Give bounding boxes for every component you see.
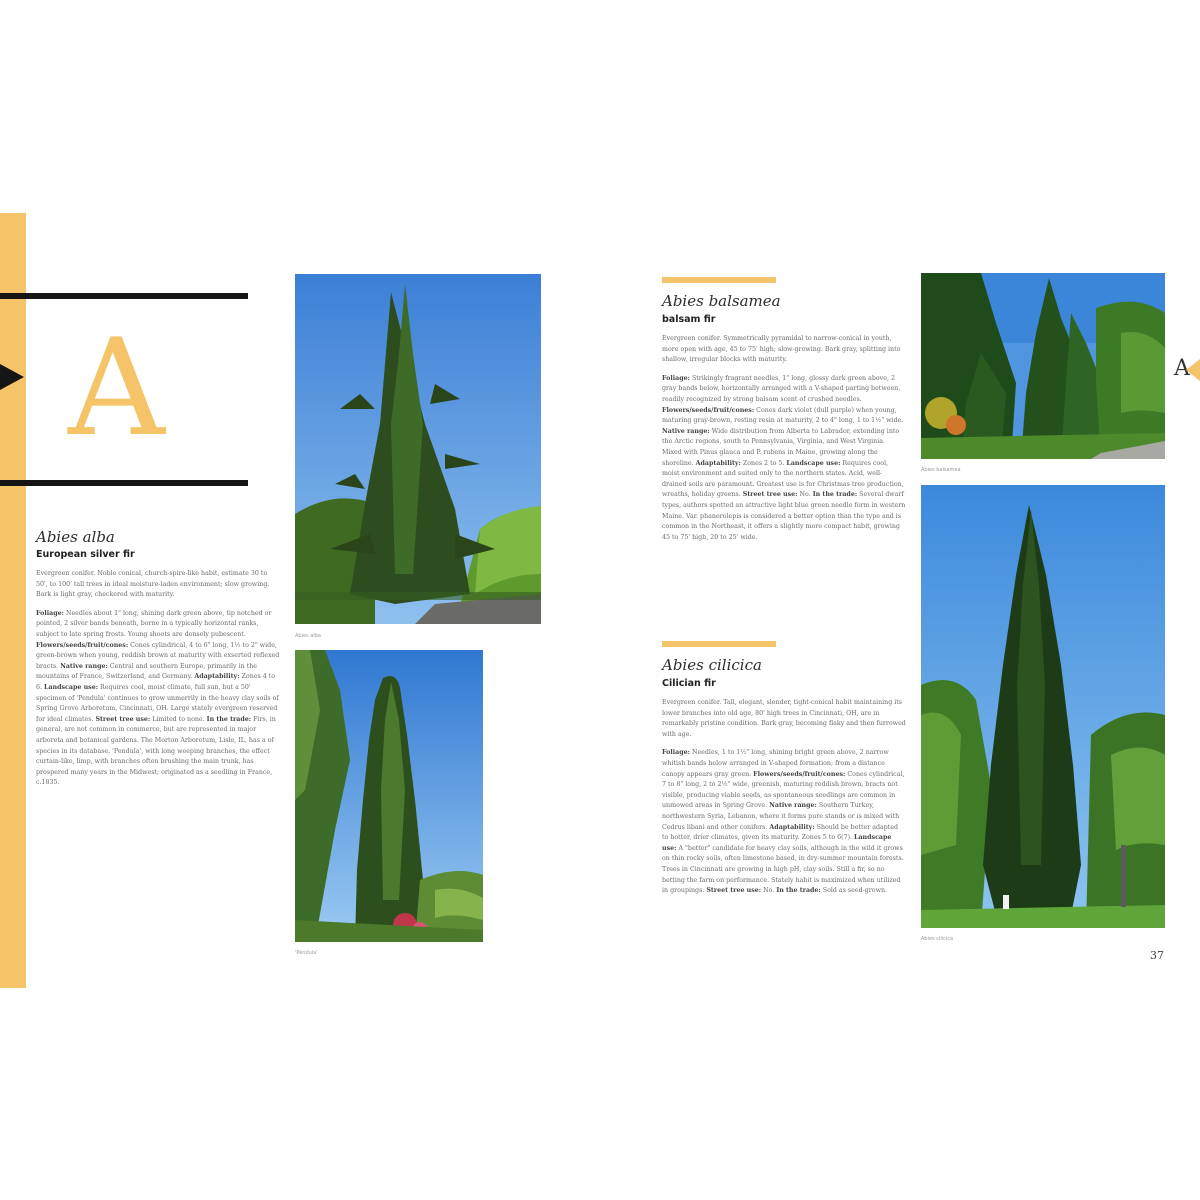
- field-label: Foliage:: [662, 749, 690, 757]
- field-label: Landscape use:: [786, 459, 841, 467]
- photo-caption: 'Pendula': [295, 950, 318, 956]
- species-text-cilicica: [662, 698, 906, 897]
- field-label: Adaptability:: [769, 823, 815, 831]
- field-label: Native range:: [60, 662, 108, 670]
- field-label: Native range:: [662, 427, 710, 435]
- field-label: Landscape use:: [44, 683, 99, 691]
- field-text: No.: [797, 491, 813, 499]
- species-title-balsamea: Abies balsamea: [662, 292, 781, 310]
- species-text-alba: [36, 569, 280, 789]
- species-title-cilicica: Abies cilicica: [662, 656, 762, 674]
- section-tab-strip: [0, 213, 26, 988]
- field-text: Strikingly fragrant needles, 1" long, glossy dark green above, 2 gray bands below, horizontally arranged with a V-shaped parting between, readily recognized by strong balsam scent of crushed needles.: [662, 374, 901, 403]
- field-label: Adaptability:: [695, 459, 741, 467]
- field-text: Sold as seed-grown.: [820, 887, 888, 895]
- field-text: Several dwarf types, authors spotted an attractive light blue green needle form in western Maine. Var. phanerolepis is considered a better option than the type and is common in the Northeast, it offers a slightly more compact habit, growing 45 to 75' high, 20 to 25' wide.: [662, 491, 906, 541]
- field-text: Requires cool, moist climate, full sun, but a 50' specimen of 'Pendula' continues to grow unmerrily in the heavy clay soils of Spring Grove Arboretum, Cincinnati, OH. Large stately evergreen reserved for ideal climates.: [36, 683, 279, 723]
- photo-caption: Abies balsamea: [921, 467, 961, 473]
- detail-paragraph: [36, 609, 280, 789]
- detail-paragraph: [662, 374, 906, 544]
- field-text: Cones cylindrical, 7 to 8" long, 2 to 2½" wide, greenish, maturing reddish brown, bracts not visible, producing viable seeds, as spontaneous seedlings are common in unmowed areas in Spring Grove.: [662, 770, 905, 810]
- intro-paragraph: Evergreen conifer. Tall, elegant, slender, tight-conical habit maintaining its lower branches into old age, 80' high trees in Cincinnati, OH, are in remarkably pristine condition. Bark gray, becoming flaky and then furrowed with age.: [662, 699, 906, 738]
- field-label: Adaptability:: [194, 673, 240, 681]
- field-label: Foliage:: [36, 609, 64, 617]
- field-text: Wide distribution from Alberta to Labrador, extending into the Arctic regions, south to Pennsylvania, Virginia, and West Virginia. Mixed with Pinus glauca and P. rubens in Maine, growing along the shoreline.: [662, 427, 900, 467]
- section-letter: A: [68, 310, 165, 466]
- field-text: Southern Turkey, northwestern Syria, Lebanon, where it forms pure stands or is mixed with Cedrus libani and other conifers.: [662, 802, 900, 831]
- photo-abies-balsamea: [921, 273, 1165, 459]
- top-rule: [0, 293, 248, 299]
- field-text: Zones 4 to 6.: [36, 673, 276, 691]
- photo-caption: Abies alba: [295, 633, 321, 639]
- species-title-alba: Abies alba: [36, 528, 115, 546]
- bottom-rule: [0, 480, 248, 486]
- field-label: Street tree use:: [742, 491, 798, 499]
- field-label: Native range:: [769, 802, 817, 810]
- field-text: Zones 2 to 5.: [740, 459, 787, 467]
- field-text: Should be better adapted to hotter, drier climates, given its maturity. Zones 5 to 6(7).: [662, 823, 899, 842]
- photo-caption: Abies cilicica: [921, 936, 954, 942]
- field-label: Landscape use:: [662, 834, 892, 852]
- field-label: Street tree use:: [95, 715, 151, 723]
- field-text: Firs, in general, are not common in commerce, but are represented in major arboreta and botanical gardens. The Morton Arboretum, Lisle, IL, has a of species in its database. 'Pendula', with long weeping branches, the effect curtain-like, limp, with branches often brushing the main trunk, has prospered many years in the Midwest; originated as a seedling in France, c.1835.: [36, 715, 276, 787]
- tab-arrow-icon: [0, 364, 24, 390]
- common-name-balsamea: balsam fir: [662, 314, 716, 325]
- field-label: Foliage:: [662, 374, 690, 382]
- field-text: Central and southern Europe, primarily in the mountains of France, Switzerland, and Germany.: [36, 662, 257, 681]
- field-label: Street tree use:: [706, 887, 762, 895]
- accent-bar: [662, 277, 776, 283]
- photo-pendula: [295, 650, 483, 942]
- field-text: Cones dark violet (dull purple) when young, maturing gray-brown, resting resin at maturity, 2 to 4" long, 1 to 1½" wide.: [662, 406, 904, 425]
- edge-tab-letter: A: [1174, 356, 1190, 381]
- field-label: Flowers/seeds/fruit/cones:: [662, 406, 755, 414]
- photo-abies-cilicica: [921, 485, 1165, 928]
- field-text: Cones cylindrical, 4 to 6" long, 1½ to 2" wide, green-brown when young, reddish brown at maturity with exserted reflexed bracts.: [36, 641, 280, 670]
- intro-paragraph: Evergreen conifer. Symmetrically pyramidal to narrow-conical in youth, more open with age, 45 to 75' high; slow-growing. Bark gray, splitting into shallow, irregular blocks with maturity.: [662, 335, 901, 364]
- field-label: In the trade:: [776, 887, 821, 895]
- photo-abies-alba: [295, 274, 541, 624]
- species-text-balsamea: [662, 334, 906, 543]
- accent-bar: [662, 641, 776, 647]
- field-text: Needles, 1 to 1½" long, shining bright green above, 2 narrow whitish bands below arranged in V-shaped formation; from a distance canopy appears gray green.: [662, 749, 889, 778]
- common-name-alba: European silver fir: [36, 549, 135, 560]
- intro-paragraph: Evergreen conifer. Noble conical, church-spire-like habit, estimate 30 to 50', to 100' tall trees in ideal moisture-laden environment; slow growing. Bark is light gray, checkered with maturity.: [36, 570, 270, 599]
- field-text: A "better" candidate for heavy clay soils, although in the wild it grows on thin rocky soils, often limestone based, in dry-summer mountain forests. Trees in Cincinnati are growing in high pH, clay soils. Still a fir, so no betting the farm on performance. Stately habit is maximized when utilized in groupings.: [662, 844, 904, 895]
- edge-tab-marker-icon: [1186, 359, 1200, 381]
- field-label: Flowers/seeds/fruit/cones:: [753, 770, 846, 778]
- field-text: Requires cool, moist environment and suited only to the northern states. Acid, well-drained soils are paramount. Greatest use is for Christmas tree production, wreaths, holiday greens.: [662, 459, 904, 499]
- field-label: Flowers/seeds/fruit/cones:: [36, 641, 129, 649]
- field-label: In the trade:: [812, 491, 858, 499]
- field-text: Needles about 1" long, shining dark green above, tip notched or pointed, 2 silver bands beneath, borne in a typically horizontal ranks, subject to late spring frosts. Young shoots are densely pubescent.: [36, 609, 272, 638]
- field-label: In the trade:: [206, 715, 252, 723]
- field-text: Limited to none.: [150, 715, 207, 723]
- page-number: 37: [1150, 949, 1164, 962]
- common-name-cilicica: Cilician fir: [662, 678, 716, 689]
- detail-paragraph: [662, 748, 906, 896]
- field-text: No.: [761, 887, 777, 895]
